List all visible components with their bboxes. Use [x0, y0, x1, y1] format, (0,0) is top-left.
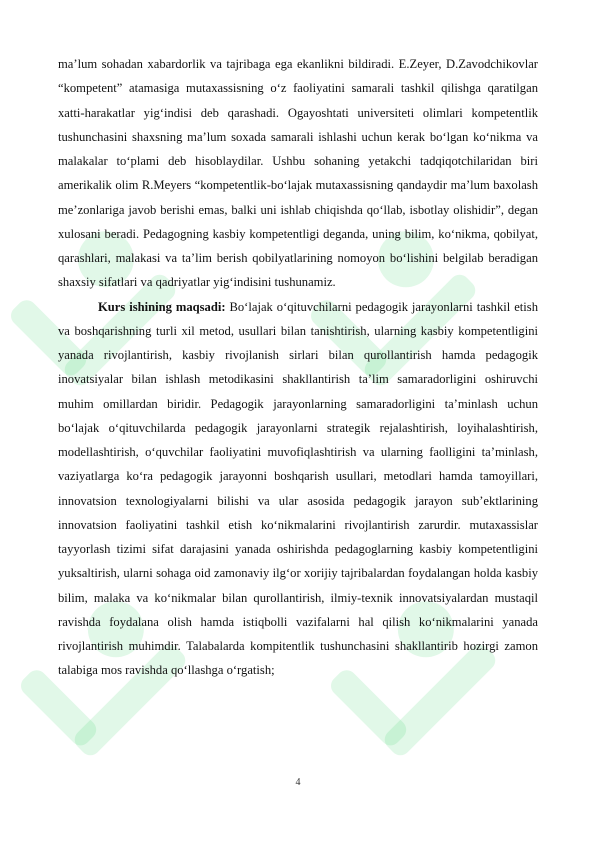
document-body — [58, 52, 538, 683]
course-goal-text: Bo‘lajak o‘qituvchilarni pedagogik jarayonlarni tashkil etish va boshqarishning turli xil metod, usullari bilan tanishtirish, ularning kasbiy kompetentligini yanada rivojlantirish, kasbiy rivojlanish sirlari bilan qurollantirish hamda pedagogik inovatsiyalar bilan ishlash metodikasini shakllantirish ta’lim samaradorligini oshiruvchi muhim omillardan biridir. Pedagogik jarayonlarning samaradorligini ta’minlash uchun bo‘lajak o‘qituvchilarda pedagogik jarayonlarni strategik rejalashtirish, loyihalashtirish, modellashtirish, o‘quvchilar faoliyatini muvofiqlashtirish va ularning faolligini ta’minlash, vaziyatlarga ko‘ra pedagogik jarayonni boshqarish usullari, metodlari hamda tamoyillari, innovatsion texnologiyalarni bilishi va ular asosida pedagogik jarayon sub’ektlarining innovatsion faoliyatini tashkil etish ko‘nikmalarini rivojlantirish zarurdir. mutaxassislar tayyorlash tizimi sifat darajasini yanada oshirishda pedagoglarning kasbiy kompetentligini yuksaltirish, ularni sohaga oid zamonaviy ilg‘or xorijiy tajribalardan foydalangan holda kasbiy bilim, malaka va ko‘nikmalar bilan qurollantirish, ilmiy-texnik innovatsiyalardan mustaqil ravishda foydalana olish hamda istiqbolli vazifalarni hal qilish ko‘nikmalarini yanada rivojlantirish muhimdir. Talabalarda kompitentlik tushunchasini shakllantirib hozirgi zamon talabiga mos ravishda qo‘llashga o‘rgatish; — [58, 299, 538, 678]
page-number: 4 — [295, 777, 301, 788]
course-goal-heading: Kurs ishining maqsadi: — [98, 299, 226, 314]
paragraph-course-goal — [58, 295, 538, 683]
paragraph-competence-definitions: ma’lum sohadan xabardorlik va tajribaga ega ekanlikni bildiradi. E.Zeyer, D.Zavodchikovlar “kompetent” atamasiga mutaxassisning o‘z faoliyatini samarali tashkil qilishga qaratilgan xatti-harakatlar yig‘indisi deb qarashadi. Ogayoshtati universiteti olimlari kompetentlik tushunchasini shaxsning ma’lum soxada samarali ishlashi uchun kerak bo‘lgan ko‘nikma va malakalar to‘plami deb hisoblaydilar. Ushbu sohaning yetakchi tadqiqotchilaridan biri amerikalik olim R.Meyers “kompetentlik-bo‘lajak mutaxassisning qandaydir ma’lum baxolash me’zonlariga javob berishi emas, balki uni ishlab chiqishda qo‘llab, isbotlay olishidir”, degan xulosani beradi. Pedagogning kasbiy kompetentligi deganda, uning bilim, ko‘nikma, qobilyat, qarashlari, malakasi va ta’lim berish qobilyatlarining nomoyon bo‘lishini belgilab beradigan shaxsiy sifatlari va qadriyatlar yig‘indisini tushunamiz. — [58, 57, 538, 290]
